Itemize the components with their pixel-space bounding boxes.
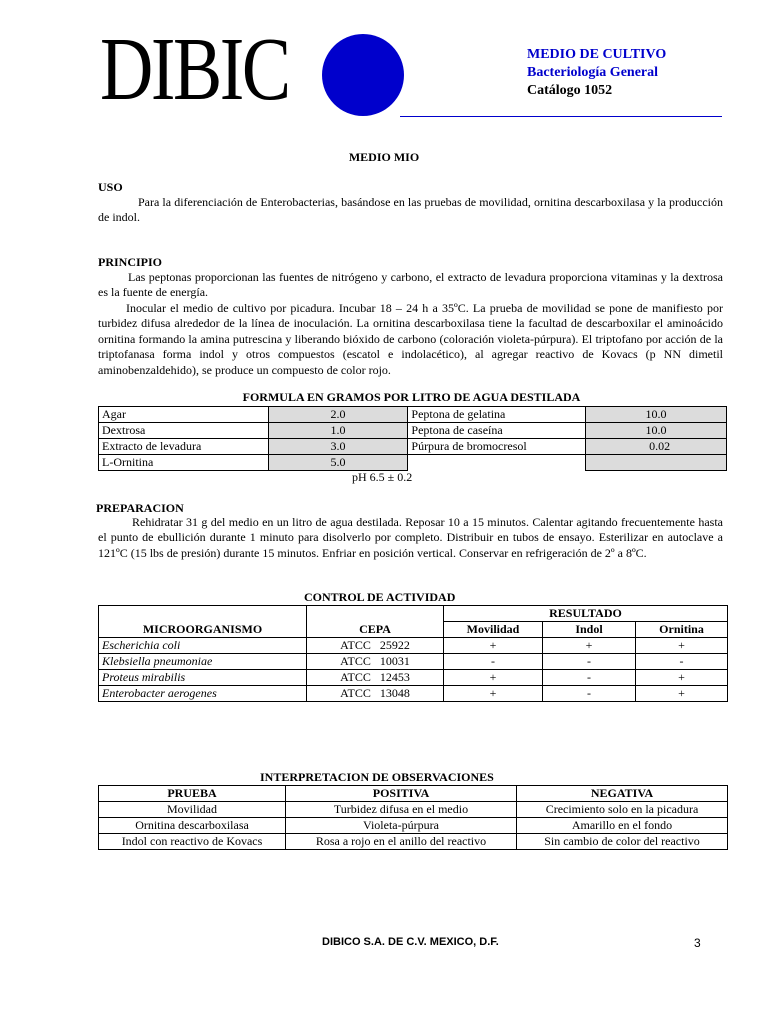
positiva: Violeta-púrpura [286, 818, 517, 834]
result-movilidad: + [444, 670, 543, 686]
page-number: 3 [694, 936, 701, 950]
table-row [99, 455, 727, 471]
uso-heading: USO [98, 180, 123, 194]
control-table [98, 605, 728, 702]
strain: ATCC 13048 [307, 686, 444, 702]
principio-heading: PRINCIPIO [98, 255, 163, 269]
col-ornitina: Ornitina [636, 622, 728, 638]
organism-name: Enterobacter aerogenes [99, 686, 307, 702]
table-row [99, 670, 728, 686]
strain: ATCC 25922 [307, 638, 444, 654]
formula-value: 10.0 [586, 423, 727, 439]
table-row [99, 407, 727, 423]
prueba: Movilidad [99, 802, 286, 818]
col-resultado: RESULTADO [444, 606, 728, 622]
formula-ph: pH 6.5 ± 0.2 [352, 470, 413, 484]
table-row [99, 686, 728, 702]
formula-name: Dextrosa [99, 423, 269, 439]
formula-value: 0.02 [586, 439, 727, 455]
formula-name: L-Ornitina [99, 455, 269, 471]
formula-value: 5.0 [268, 455, 408, 471]
principio-p1: Las peptonas proporcionan las fuentes de nitrógeno y carbono, el extracto de levadura proporciona vitaminas y la dextrosa es la fuente de energía. [98, 270, 723, 300]
preparacion-text: Rehidratar 31 g del medio en un litro de agua destilada. Reposar 10 a 15 minutos. Calentar agitando frecuentemente hasta el punto de ebullición durante 1 minuto para disolverlo por completo. Distribuir en tubos de ensayo. Esterilizar en autoclave a 121ºC (15 lbs de presión) durante 15 minutos. Enfriar en posición vertical. Conservar en refrigeración de 2º a 8ºC. [98, 515, 723, 560]
formula-value: 2.0 [268, 407, 408, 423]
col-positiva: POSITIVA [286, 786, 517, 802]
header-catalog: Catálogo 1052 [527, 83, 613, 98]
negativa: Crecimiento solo en la picadura [517, 802, 728, 818]
strain: ATCC 12453 [307, 670, 444, 686]
negativa: Amarillo en el fondo [517, 818, 728, 834]
result-ornitina: - [636, 654, 728, 670]
result-movilidad: + [444, 686, 543, 702]
formula-name: Púrpura de bromocresol [408, 439, 586, 455]
col-movilidad: Movilidad [444, 622, 543, 638]
logo-text: DIBIC [100, 20, 289, 119]
organism-name: Proteus mirabilis [99, 670, 307, 686]
prueba: Indol con reactivo de Kovacs [99, 834, 286, 850]
result-ornitina: + [636, 638, 728, 654]
result-indol: + [543, 638, 636, 654]
table-row [99, 654, 728, 670]
formula-name: Peptona de gelatina [408, 407, 586, 423]
uso-text: Para la diferenciación de Enterobacterias, basándose en las pruebas de movilidad, ornitina descarboxilasa y la producción de indol. [98, 195, 723, 225]
col-prueba: PRUEBA [99, 786, 286, 802]
header-line-1: MEDIO DE CULTIVO [527, 47, 667, 62]
header-divider [400, 116, 722, 117]
formula-heading: FORMULA EN GRAMOS POR LITRO DE AGUA DESTILADA [242, 390, 581, 404]
formula-name: Agar [99, 407, 269, 423]
formula-value: 1.0 [268, 423, 408, 439]
table-row [99, 439, 727, 455]
formula-name [408, 455, 586, 471]
table-row [99, 802, 728, 818]
organism-name: Klebsiella pneumoniae [99, 654, 307, 670]
result-indol: - [543, 670, 636, 686]
formula-name: Peptona de caseína [408, 423, 586, 439]
preparacion-heading: PREPARACION [96, 501, 184, 515]
table-row [99, 423, 727, 439]
prueba: Ornitina descarboxilasa [99, 818, 286, 834]
strain: ATCC 10031 [307, 654, 444, 670]
logo-circle-icon [322, 34, 404, 116]
organism-name: Escherichia coli [99, 638, 307, 654]
footer-company: DIBICO S.A. DE C.V. MEXICO, D.F. [322, 936, 499, 948]
positiva: Turbidez difusa en el medio [286, 802, 517, 818]
table-row [99, 638, 728, 654]
col-cepa: CEPA [307, 606, 444, 638]
result-ornitina: + [636, 686, 728, 702]
result-indol: - [543, 654, 636, 670]
col-indol: Indol [543, 622, 636, 638]
table-row [99, 818, 728, 834]
result-ornitina: + [636, 670, 728, 686]
formula-table [98, 406, 727, 471]
result-movilidad: + [444, 638, 543, 654]
table-row [99, 834, 728, 850]
negativa: Sin cambio de color del reactivo [517, 834, 728, 850]
formula-name: Extracto de levadura [99, 439, 269, 455]
positiva: Rosa a rojo en el anillo del reactivo [286, 834, 517, 850]
result-movilidad: - [444, 654, 543, 670]
control-heading: CONTROL DE ACTIVIDAD [304, 590, 456, 604]
principio-p2: Inocular el medio de cultivo por picadura. Incubar 18 – 24 h a 35ºC. La prueba de movilidad se pone de manifiesto por turbidez difusa alrededor de la línea de inoculación. La ornitina descarboxilasa tiene la facultad de descarboxilar el aminoácido ornitina formando la amina putrescina y liberando bióxido de carbono (coloración violeta-púrpura). El triptofano por acción de la triptofanasa forma indol y otros compuestos (escatol e indolacético), al agregar reactivo de Kovacs (p NN dimetil aminobenzaldehido), se produce un compuesto de color rojo. [98, 301, 723, 377]
formula-value [586, 455, 727, 471]
col-microorganismo: MICROORGANISMO [99, 606, 307, 638]
header-info [527, 46, 666, 100]
interpretacion-table [98, 785, 728, 850]
page-title: MEDIO MIO [348, 150, 420, 164]
formula-value: 3.0 [268, 439, 408, 455]
result-indol: - [543, 686, 636, 702]
formula-value: 10.0 [586, 407, 727, 423]
header-line-2: Bacteriología General [527, 65, 659, 80]
col-negativa: NEGATIVA [517, 786, 728, 802]
interpretacion-heading: INTERPRETACION DE OBSERVACIONES [260, 770, 494, 784]
